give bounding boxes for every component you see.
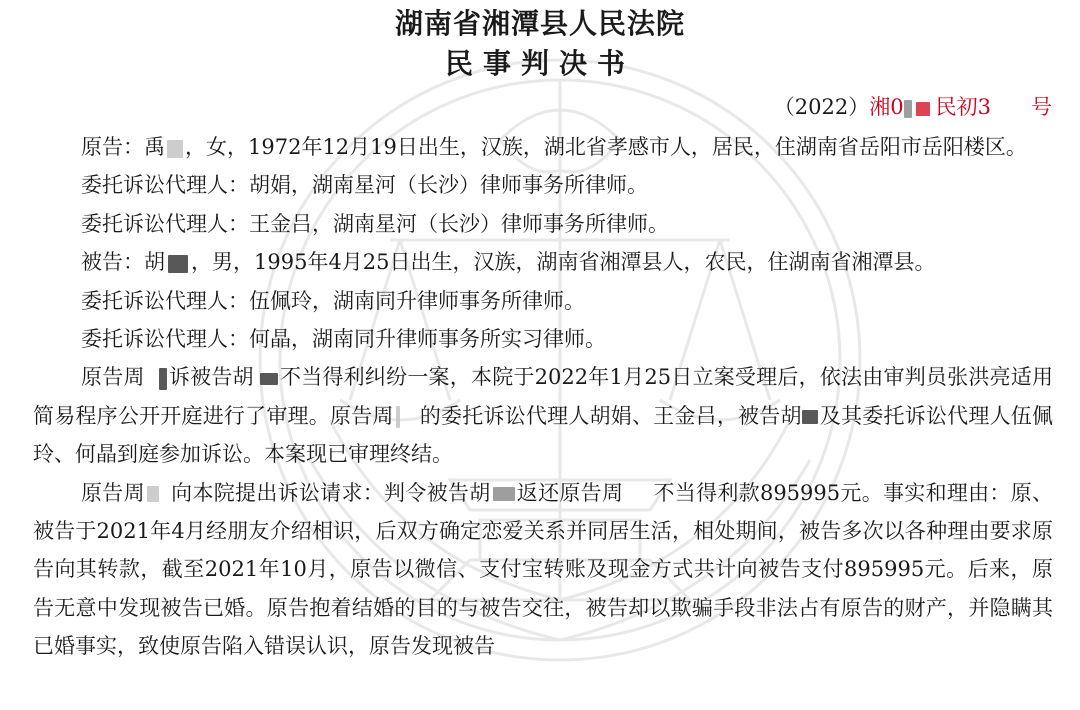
case-number bbox=[774, 90, 1052, 124]
redaction-mark bbox=[991, 100, 1031, 118]
claims-text-4: 不当得利款895995元。事实和理由：原、被告于2021年4月经朋友介绍相识，后双方确定恋爱关系并同居生活，相处期间，被告多次以各种理由要求原告向其转款，截至2021年10月，原告以微信、支付宝转账及现金方式共计向被告支付895995元。后来，原告无意中发现被告已婚。原告抱着结婚的目的与被告交往，被告却以欺骗手段非法占有原告的财产，并隐瞒其已婚事实，致使原告陷入错误认识，原告发现被告 bbox=[33, 480, 1054, 659]
redaction-mark bbox=[167, 140, 183, 158]
claims-text-3: 返还原告周 bbox=[516, 480, 624, 505]
plaintiff-info: ，女，1972年12月19日出生，汉族，湖北省孝感市人，居民，住湖南省岳阳市岳阳楼区。 bbox=[185, 135, 1027, 159]
paragraph-plaintiff bbox=[33, 128, 1053, 166]
procedure-text-2: 诉被告胡 bbox=[168, 365, 254, 390]
redaction-mark bbox=[260, 373, 278, 385]
case-number-part-1: 湘0 bbox=[869, 95, 904, 119]
case-number-part-2: 民初3 bbox=[935, 95, 991, 119]
case-number-part-3: 号 bbox=[1031, 95, 1052, 119]
paragraph-plaintiff-agent-2: 委托诉讼代理人：王金吕，湖南星河（长沙）律师事务所律师。 bbox=[81, 211, 669, 236]
procedure-text-5: 及其委托诉讼代理人伍佩玲、何晶到庭参加诉讼。本案现已审理终结。 bbox=[33, 403, 1054, 467]
procedure-text-4: 的委托诉讼代理人胡娟、王金吕，被告胡 bbox=[419, 403, 802, 428]
plaintiff-label: 原告：禹 bbox=[81, 135, 165, 159]
document-type-title: 民事判决书 bbox=[444, 47, 635, 80]
redaction-mark bbox=[147, 486, 159, 502]
redaction-mark bbox=[916, 102, 930, 116]
redaction-mark bbox=[168, 255, 188, 273]
court-name: 湖南省湘潭县人民法院 bbox=[394, 7, 685, 40]
redaction-mark bbox=[159, 368, 167, 390]
redaction-mark bbox=[904, 100, 912, 118]
paragraph-plaintiff-agent-1: 委托诉讼代理人：胡娟，湖南星河（长沙）律师事务所律师。 bbox=[81, 173, 648, 198]
paragraph-case-procedure bbox=[33, 358, 1053, 473]
redaction-mark bbox=[623, 486, 653, 502]
paragraph-defendant-agent-2: 委托诉讼代理人：何晶，湖南同升律师事务所实习律师。 bbox=[81, 327, 606, 352]
case-number-year: （2022） bbox=[773, 95, 870, 119]
claims-text-1: 原告周 bbox=[81, 480, 145, 505]
redaction-mark bbox=[802, 410, 818, 424]
paragraph-defendant-agent-1: 委托诉讼代理人：伍佩玲，湖南同升律师事务所律师。 bbox=[81, 288, 585, 313]
redaction-mark bbox=[396, 406, 400, 428]
judgment-body bbox=[33, 128, 1053, 666]
procedure-text-3: 不当得利纠纷一案，本院于2022年1月25日立案受理后，依法由审判员张洪亮适用简易程序公开开庭进行了审理。原告周 bbox=[33, 365, 1054, 428]
defendant-label: 被告：胡 bbox=[81, 250, 165, 275]
defendant-info: ，男，1995年4月25日出生，汉族，湖南省湘潭县人，农民，住湖南省湘潭县。 bbox=[191, 250, 936, 275]
paragraph-claims bbox=[33, 474, 1053, 666]
paragraph-defendant bbox=[33, 243, 1053, 281]
claims-text-2: 向本院提出诉讼请求：判令被告胡 bbox=[170, 480, 491, 505]
procedure-text-1: 原告周 bbox=[81, 365, 145, 390]
redaction-mark bbox=[493, 487, 515, 501]
